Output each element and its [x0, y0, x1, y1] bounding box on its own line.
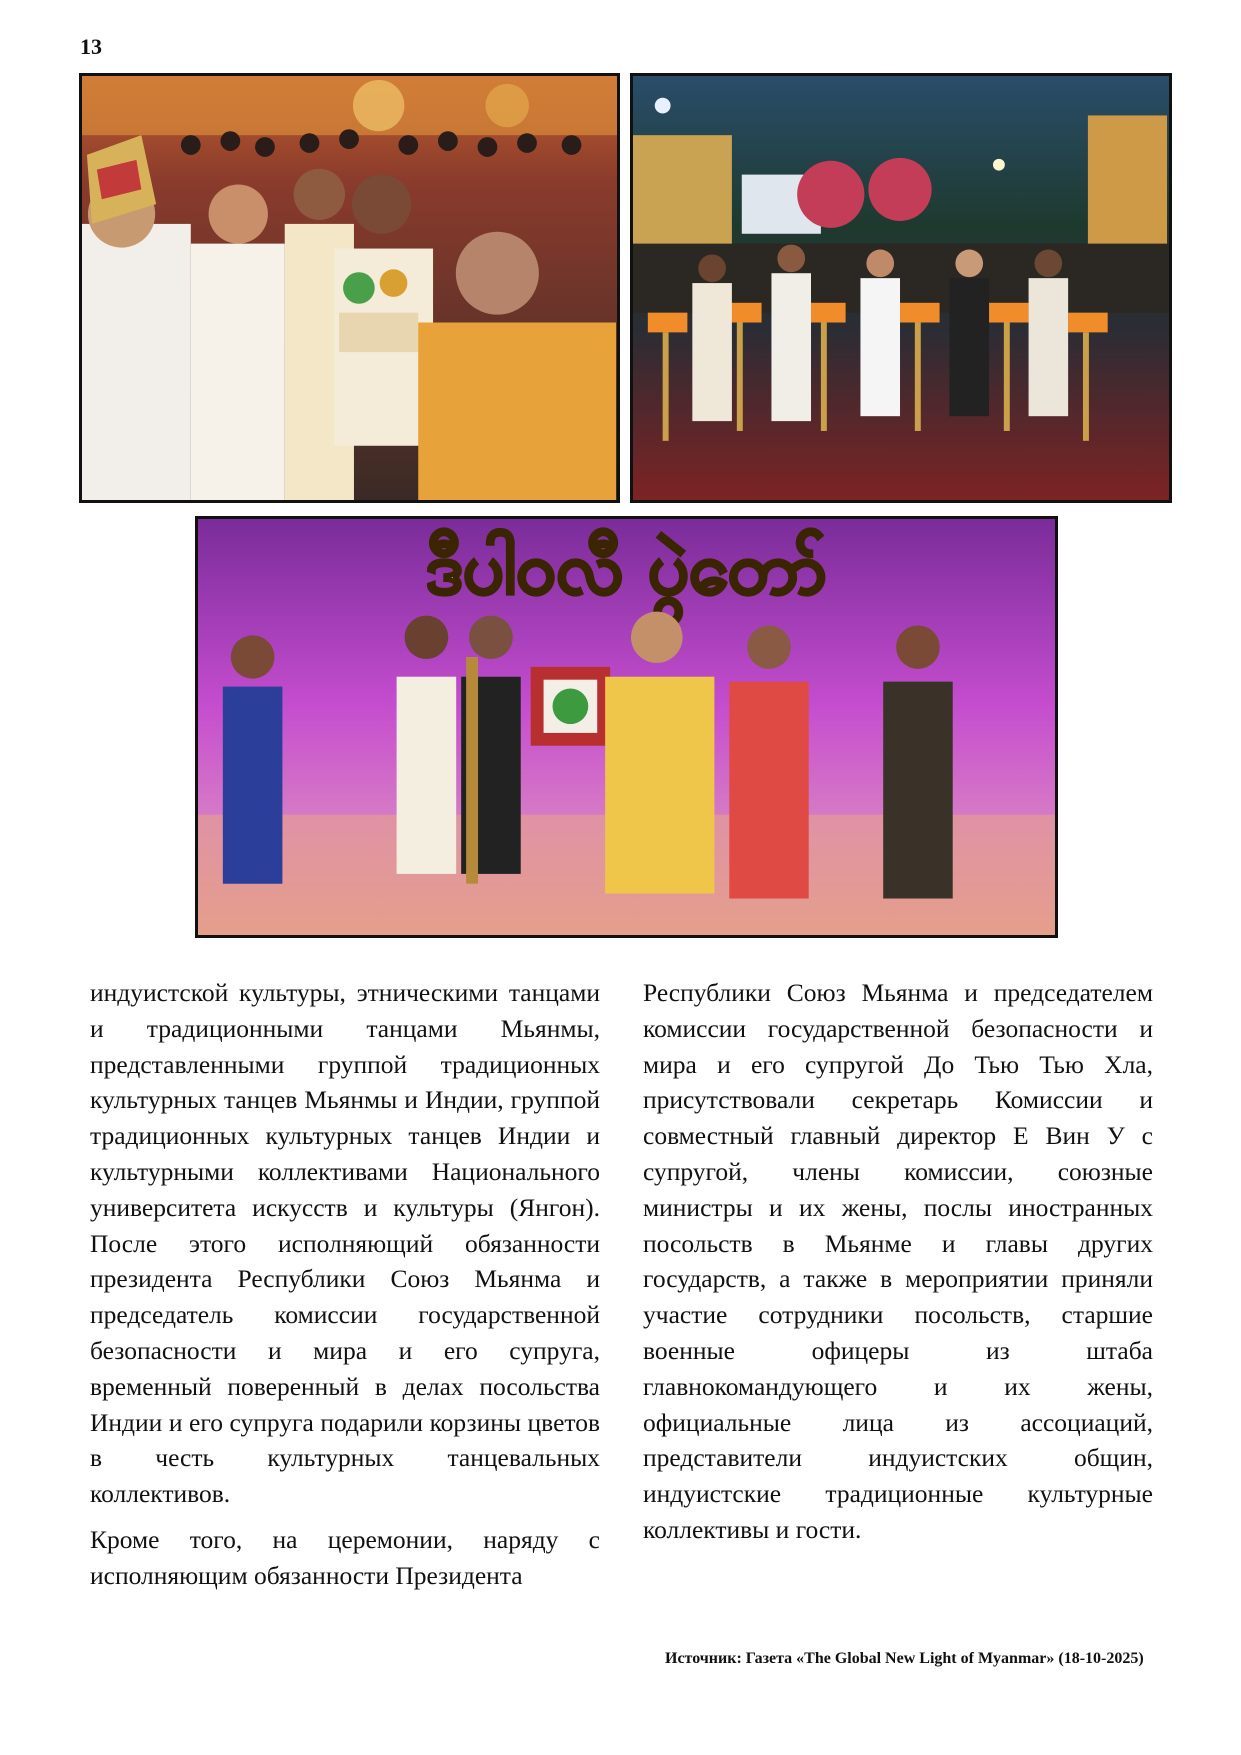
article-column-right	[643, 975, 1153, 1558]
photo-outdoor-ceremony-image	[633, 76, 1169, 500]
page-number: 13	[80, 34, 102, 59]
article-paragraph: Кроме того, на церемонии, наряду с исполняющим обязанности Президента	[90, 1524, 600, 1590]
article-column-left	[90, 975, 600, 1604]
photo-stage-presentation-image	[198, 519, 1055, 935]
photo-reception-offering-image	[82, 76, 617, 500]
photo-outdoor-ceremony	[630, 73, 1172, 503]
source-credit: Источник: Газета «The Global New Light of Myanmar» (18-10-2025)	[665, 1650, 1144, 1667]
banner-title: ဒီပါဝလီ ပွဲတော်	[425, 527, 827, 610]
photo-reception-offering	[79, 73, 620, 503]
photo-stage-presentation	[195, 516, 1058, 938]
article-paragraph: индуистской культуры, этническими танцами и традиционными танцами Мьянмы, представленными группой традиционных культурных танцев Мьянмы и Индии, группой традиционных культурных танцев Индии и культурными коллективами Национального университета искусств и культуры (Янгон). После этого исполняющий обязанности президента Республики Союз Мьянма и председатель комиссии государственной безопасности и мира и его супруга, временный поверенный в делах посольства Индии и его супруга подарили корзины цветов в честь культурных танцевальных коллективов.	[90, 978, 600, 1509]
article-paragraph: Республики Союз Мьянма и председателем комиссии государственной безопасности и мира и его супругой До Тью Тью Хла, присутствовали секретарь Комиссии и совместный главный директор Е Вин У с супругой, члены комиссии, союзные министры и их жены, послы иностранных посольств в Мьянме и главы других государств, а также в мероприятии приняли участие сотрудники посольств, старшие военные офицеры из штаба главнокомандующего и их жены, официальные лица из ассоциаций, представители индуистских общин, индуистские традиционные культурные коллективы и гости.	[643, 978, 1153, 1544]
